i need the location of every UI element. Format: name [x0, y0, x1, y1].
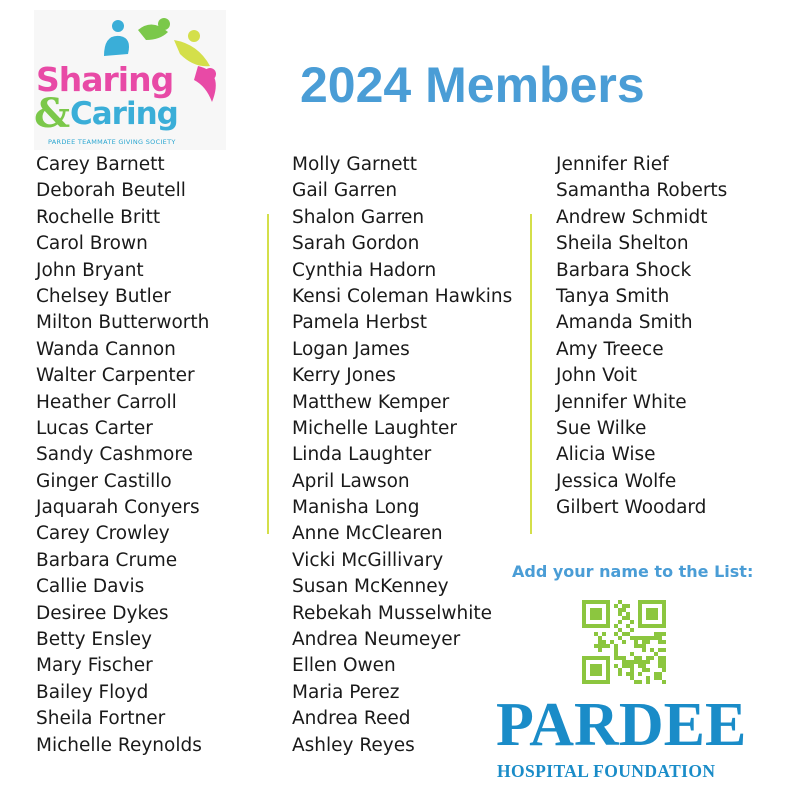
pardee-logo-name: PARDEE [496, 691, 747, 759]
member-name: Michelle Laughter [292, 417, 458, 439]
member-name: Betty Ensley [36, 629, 152, 651]
member-name: Amy Treece [556, 338, 664, 360]
member-name: Milton Butterworth [36, 312, 210, 334]
member-name: Sheila Fortner [36, 708, 166, 730]
column-divider [267, 214, 269, 534]
member-name: Logan James [292, 338, 410, 360]
add-name-prompt: Add your name to the List: [512, 562, 754, 581]
member-name: April Lawson [292, 470, 410, 492]
member-name: Maria Perez [292, 681, 400, 703]
page-title: 2024 Members [300, 57, 645, 113]
member-name: Carol Brown [36, 233, 148, 255]
member-name: Chelsey Butler [36, 285, 171, 307]
member-name: Heather Carroll [36, 391, 177, 413]
pardee-logo-subtitle: HOSPITAL FOUNDATION [497, 761, 716, 781]
member-name: Andrea Neumeyer [292, 629, 461, 651]
member-name: Ginger Castillo [36, 470, 172, 492]
member-name: Amanda Smith [556, 312, 693, 334]
member-name: Vicki McGillivary [292, 549, 444, 571]
member-name: Carey Barnett [36, 154, 165, 175]
member-name: Deborah Beutell [36, 180, 186, 202]
member-name: Tanya Smith [556, 285, 670, 307]
member-name: Jennifer White [556, 391, 687, 413]
member-name: Jessica Wolfe [556, 470, 677, 492]
member-name: Wanda Cannon [36, 338, 176, 360]
member-name: Matthew Kemper [292, 391, 450, 413]
member-name: Carey Crowley [36, 523, 170, 545]
member-name: Mary Fischer [36, 655, 153, 677]
member-name: Lucas Carter [36, 417, 153, 439]
members-column-2 [292, 152, 512, 759]
member-name: Sandy Cashmore [36, 444, 193, 466]
member-name: Kensi Coleman Hawkins [292, 285, 513, 307]
member-name: Sarah Gordon [292, 233, 420, 255]
member-name: Michelle Reynolds [36, 734, 202, 756]
member-name: Walter Carpenter [36, 365, 195, 387]
member-name: John Voit [556, 365, 638, 387]
member-name: Ellen Owen [292, 655, 396, 677]
member-name: Bailey Floyd [36, 681, 149, 703]
member-name: Jennifer Rief [556, 154, 669, 175]
member-name: Gilbert Woodard [556, 497, 707, 519]
member-name: Samantha Roberts [556, 180, 728, 202]
member-name: Barbara Shock [556, 259, 692, 281]
member-name: Shalon Garren [292, 206, 425, 228]
member-name: Barbara Crume [36, 549, 178, 571]
member-name: Ashley Reyes [292, 734, 415, 756]
member-name: Cynthia Hadorn [292, 259, 437, 281]
logo-caring-text: Caring [70, 96, 178, 132]
member-name: Gail Garren [292, 180, 398, 202]
members-column-3 [556, 152, 727, 521]
member-name: Jaquarah Conyers [36, 497, 200, 519]
member-name: John Bryant [36, 259, 144, 281]
member-name: Anne McClearen [292, 523, 443, 545]
sharing-caring-logo [34, 10, 226, 150]
member-name: Manisha Long [292, 497, 420, 519]
member-name: Linda Laughter [292, 444, 432, 466]
member-name: Rochelle Britt [36, 206, 161, 228]
member-name: Callie Davis [36, 576, 145, 598]
member-name: Sue Wilke [556, 417, 647, 439]
member-name: Andrea Reed [292, 708, 411, 730]
member-name: Molly Garnett [292, 154, 417, 175]
member-name: Susan McKenney [292, 576, 449, 598]
logo-tagline: PARDEE TEAMMATE GIVING SOCIETY [48, 138, 176, 146]
member-name: Andrew Schmidt [556, 206, 708, 228]
member-name: Desiree Dykes [36, 602, 169, 624]
column-divider [530, 214, 532, 534]
member-name: Pamela Herbst [292, 312, 427, 334]
members-column-1 [36, 152, 209, 759]
logo-ampersand: & [34, 90, 71, 137]
qr-code-icon[interactable] [582, 600, 666, 684]
member-name: Sheila Shelton [556, 233, 689, 255]
logo-sharing-text: Sharing [36, 60, 174, 99]
member-name: Kerry Jones [292, 365, 396, 387]
member-name: Alicia Wise [556, 444, 656, 466]
member-name: Rebekah Musselwhite [292, 602, 492, 624]
